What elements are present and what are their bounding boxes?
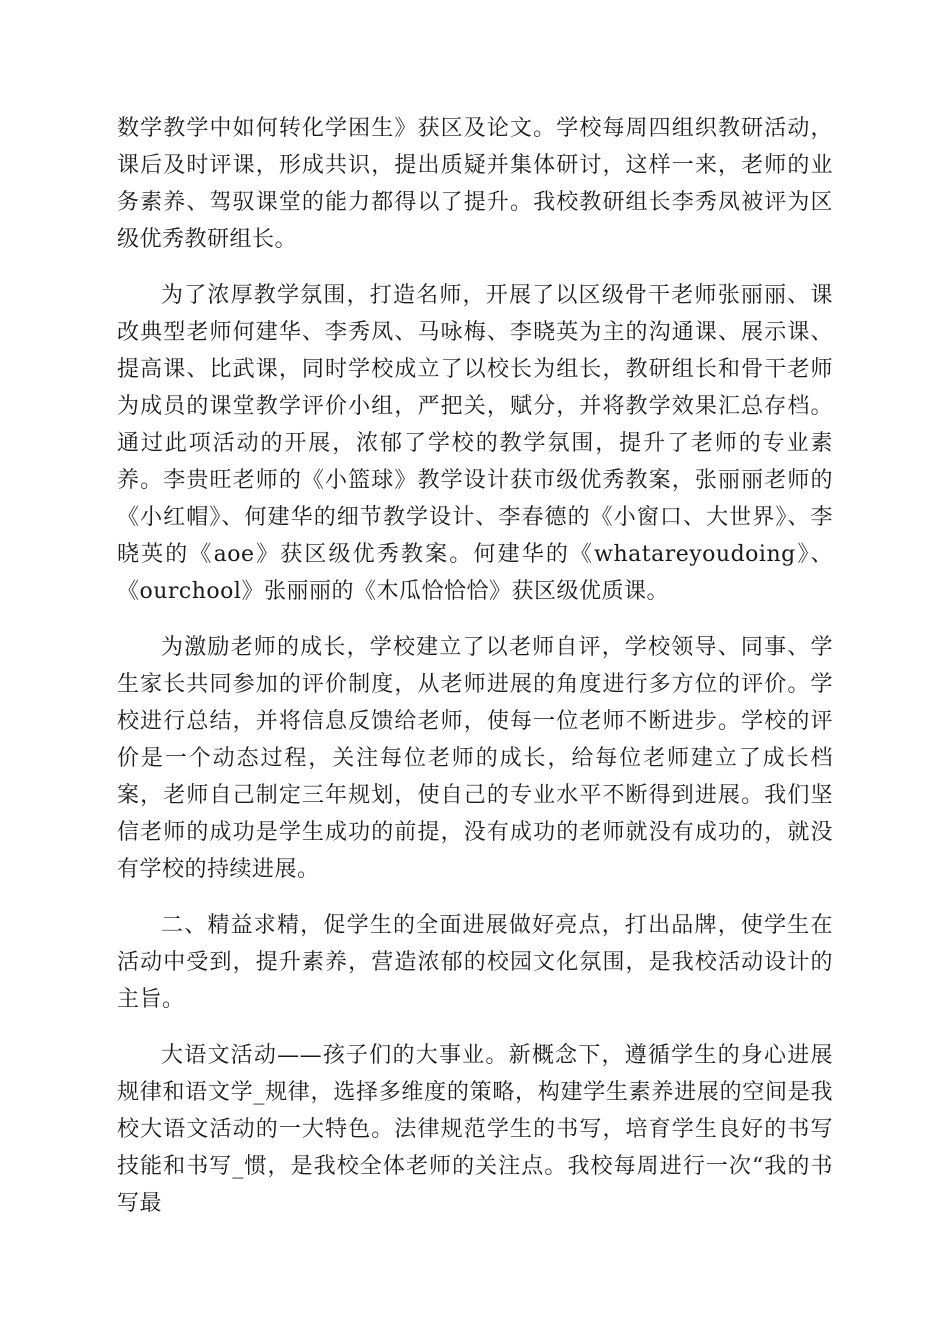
- paragraph-2: 为了浓厚教学氛围，打造名师，开展了以区级骨干老师张丽丽、课改典型老师何建华、李秀凤、马咏梅、李晓英为主的沟通课、展示课、提高课、比武课，同时学校成立了以校长为组长，教研组长和骨干老师为成员的课堂教学评价小组，严把关，赋分，并将教学效果汇总存档。通过此项活动的开展，浓郁了学校的教学氛围，提升了老师的专业素养。李贵旺老师的《小篮球》教学设计获市级优秀教案，张丽丽老师的《小红帽》、何建华的细节教学设计、李春德的《小窗口、大世界》、李晓英的《aoe》获区级优秀教案。何建华的《whatareyoudoing》、《ourchool》张丽丽的《木瓜恰恰恰》获区级优质课。: [117, 283, 833, 604]
- paragraph-3: 为激励老师的成长，学校建立了以老师自评，学校领导、同事、学生家长共同参加的评价制度，从老师进展的角度进行多方位的评价。学校进行总结，并将信息反馈给老师，使每一位老师不断进步。学校的评价是一个动态过程，关注每位老师的成长，给每位老师建立了成长档案，老师自己制定三年规划，使自己的专业水平不断得到进展。我们坚信老师的成功是学生成功的前提，没有成功的老师就没有成功的，就没有学校的持续进展。: [117, 635, 833, 882]
- paragraph-1: 数学教学中如何转化学困生》获区及论文。学校每周四组织教研活动，课后及时评课，形成共识，提出质疑并集体研讨，这样一来，老师的业务素养、驾驭课堂的能力都得以了提升。我校教研组长李秀凤被评为区级优秀教研组长。: [117, 116, 833, 252]
- paragraph-5: 大语文活动——孩子们的大事业。新概念下，遵循学生的身心进展规律和语文学_规律，选择多维度的策略，构建学生素养进展的空间是我校大语文活动的一大特色。法律规范学生的书写，培育学生良好的书写技能和书写_惯，是我校全体老师的关注点。我校每周进行一次“我的书写最: [117, 1043, 833, 1216]
- document-page: [117, 110, 833, 1241]
- paragraph-4: 二、精益求精，促学生的全面进展做好亮点，打出品牌，使学生在活动中受到，提升素养，营造浓郁的校园文化氛围，是我校活动设计的主旨。: [117, 913, 833, 1012]
